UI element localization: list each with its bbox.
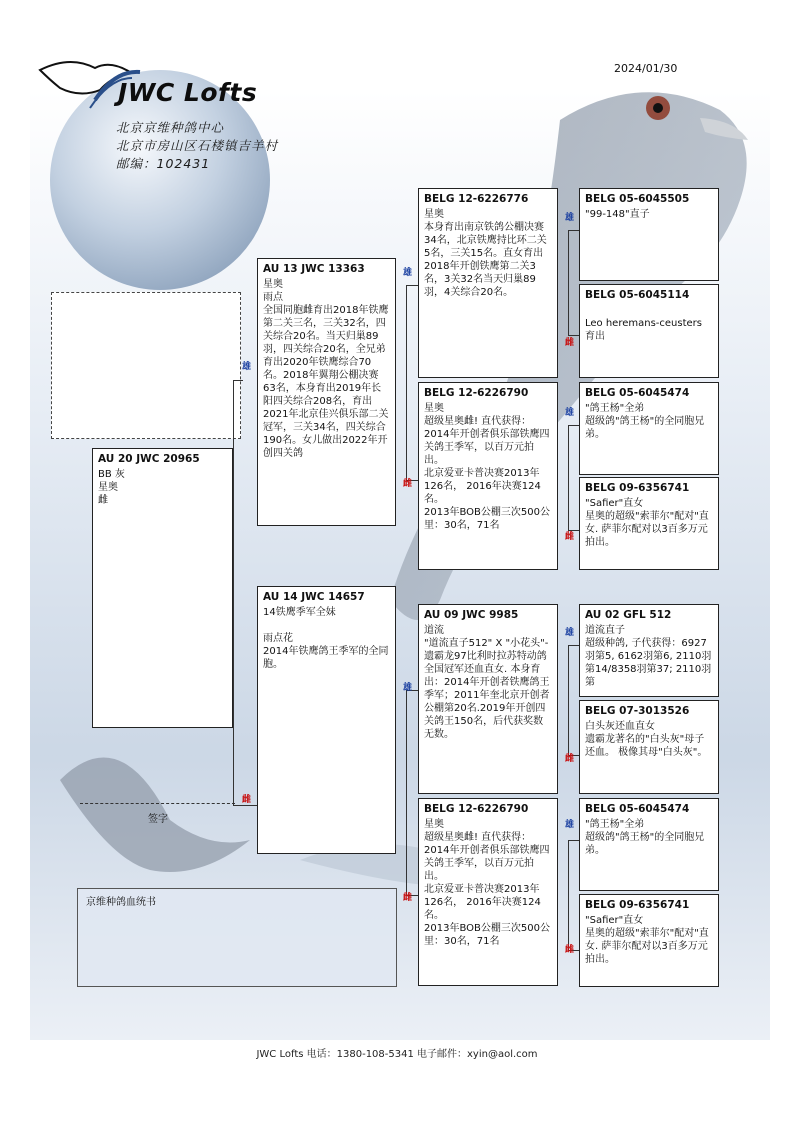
dam-sire-dam-card [579,700,719,794]
female-tag: 雌 [403,893,413,903]
ddd-ring-number: BELG 09-6356741 [585,899,690,911]
sire-sire-dam-card [579,284,719,378]
sire-card [257,258,396,526]
sire-dam-card [418,382,558,570]
sire-dam-dam-card [579,477,719,570]
address-line-3: 邮编：102431 [116,156,211,171]
certificate-box [77,888,397,987]
connector [233,805,257,806]
document-date: 2024/01/30 [614,62,678,75]
subject-card [92,448,233,728]
female-tag: 雌 [403,479,413,489]
connector [406,690,407,895]
address-line-2: 北京市房山区石楼镇吉羊村 [116,138,279,153]
address-line-1: 北京京维种鸽中心 [116,120,225,135]
dam-dam-description: 星奥 超级星奥雌! 直代获得：2014年开创者俱乐部铁鹰四关鸽王季军，以百万元拍出。 北京爱亚卡普决赛2013年126名， 2016年决赛124名。 2013年BOB公棚三次500公里：30名，71名 [424,819,550,947]
male-tag: 雄 [242,362,252,372]
ddd-description: "Safier"直女 星奥的超级"索菲尔"配对"直女. 萨菲尔配对以3百多万元拍出。 [585,915,709,965]
dsd-ring-number: BELG 07-3013526 [585,705,690,717]
sss-ring-number: BELG 05-6045505 [585,193,690,205]
connector [568,425,569,530]
certificate-title: 京维种鸽血统书 [86,897,156,908]
sire-ring-number: AU 13 JWC 13363 [263,263,365,275]
male-tag: 雄 [565,213,575,223]
footer-contact: JWC Lofts 电话：1380-108-5341 电子邮件：xyin@aol.com [256,1049,538,1060]
female-tag: 雌 [565,532,575,542]
female-tag: 雌 [565,945,575,955]
connector [406,285,418,286]
sire-description: 星奥 雨点 全国同胞雌育出2018年铁鹰第二关三名，三关32名，四关综合20名。当天归巢89羽，四关综合20名，全兄弟育出2020年铁鹰综合70名。2018年翼翔公棚决赛63名，本身育出2019年长阳四关综合208名，育出2021年北京佳兴俱乐部二关冠军，三关34名，四关综合190名。女儿做出2022年开创四关鸽 [263,279,389,459]
dam-dam-ring-number: BELG 12-6226790 [424,803,529,815]
sire-dam-sire-card [579,382,719,475]
male-tag: 雄 [565,628,575,638]
dam-card [257,586,396,854]
female-tag: 雌 [565,754,575,764]
connector [406,285,407,480]
connector [568,230,569,335]
subject-ring-number: AU 20 JWC 20965 [98,453,200,465]
sire-sire-description: 星奥 本身育出南京铁鸽公棚决赛34名，北京铁鹰持比环二关5名，三关15名。直女育出2018年开创铁鹰第二关3名，3关32名当天归巢89羽，4关综合20名。 [424,209,547,298]
dam-sire-card [418,604,558,794]
sds-description: "鸽王杨"全弟 超级鸽"鸽王杨"的全同胞兄弟。 [585,403,705,440]
sire-dam-description: 星奥 超级星奥雌! 直代获得：2014年开创者俱乐部铁鹰四关鸽王季军，以百万元拍出。 北京爱亚卡普决赛2013年126名， 2016年决赛124名。 2013年BOB公棚三次500公里：30名，71名 [424,403,550,531]
male-tag: 雄 [403,683,413,693]
sire-sire-card [418,188,558,378]
connector [568,840,569,950]
sdd-ring-number: BELG 09-6356741 [585,482,690,494]
dam-sire-description: 道流 "道流直子512" X "小花头"-遗霸龙97比利时拉苏特动鸽全国冠军还血直女. 本身育出：2014年开创者铁鹰鸽王季军；2011年奎北京开创者公棚第20名.2019年开创四关鸽王150名，后代获奖数无数。 [424,625,550,740]
dds-description: "鸽王杨"全弟 超级鸽"鸽王杨"的全同胞兄弟。 [585,819,705,856]
connector [233,380,234,805]
female-tag: 雌 [565,338,575,348]
ssd-description: Leo heremans-ceusters 育出 [585,318,702,342]
connector [568,645,569,755]
brand-title: JWC Lofts [118,78,258,107]
dam-sire-ring-number: AU 09 JWC 9985 [424,609,519,621]
dds-ring-number: BELG 05-6045474 [585,803,690,815]
male-tag: 雄 [403,268,413,278]
sdd-description: "Safier"直女 星奥的超级"索菲尔"配对"直女. 萨菲尔配对以3百多万元拍出。 [585,498,709,548]
female-tag: 雌 [242,795,252,805]
ssd-ring-number: BELG 05-6045114 [585,289,690,301]
subject-description: BB 灰 星奥 雌 [98,469,125,506]
dam-ring-number: AU 14 JWC 14657 [263,591,365,603]
connector [80,803,235,804]
sire-dam-ring-number: BELG 12-6226790 [424,387,529,399]
sds-ring-number: BELG 05-6045474 [585,387,690,399]
sire-sire-ring-number: BELG 12-6226776 [424,193,529,205]
male-tag: 雄 [565,408,575,418]
dam-dam-card [418,798,558,986]
dam-description: 14铁鹰季军全妹 雨点花 2014年铁鹰鸽王季军的全同胞。 [263,607,389,670]
dss-ring-number: AU 02 GFL 512 [585,609,672,621]
sire-sire-sire-card [579,188,719,281]
dss-description: 道流直子 超级种鸽, 子代获得：6927羽第5, 6162羽第6, 2110羽第14/8358羽第37; 2110羽第 [585,625,712,688]
photo-placeholder [51,292,241,439]
dam-dam-dam-card [579,894,719,987]
connector [233,380,243,381]
sss-description: "99-148"直子 [585,209,650,220]
signature-label: 签字 [148,814,168,825]
male-tag: 雄 [565,820,575,830]
dam-sire-sire-card [579,604,719,697]
dsd-description: 白头灰还血直女 遗霸龙著名的"白头灰"母子还血。 极像其母"白头灰"。 [585,721,708,758]
dam-dam-sire-card [579,798,719,891]
